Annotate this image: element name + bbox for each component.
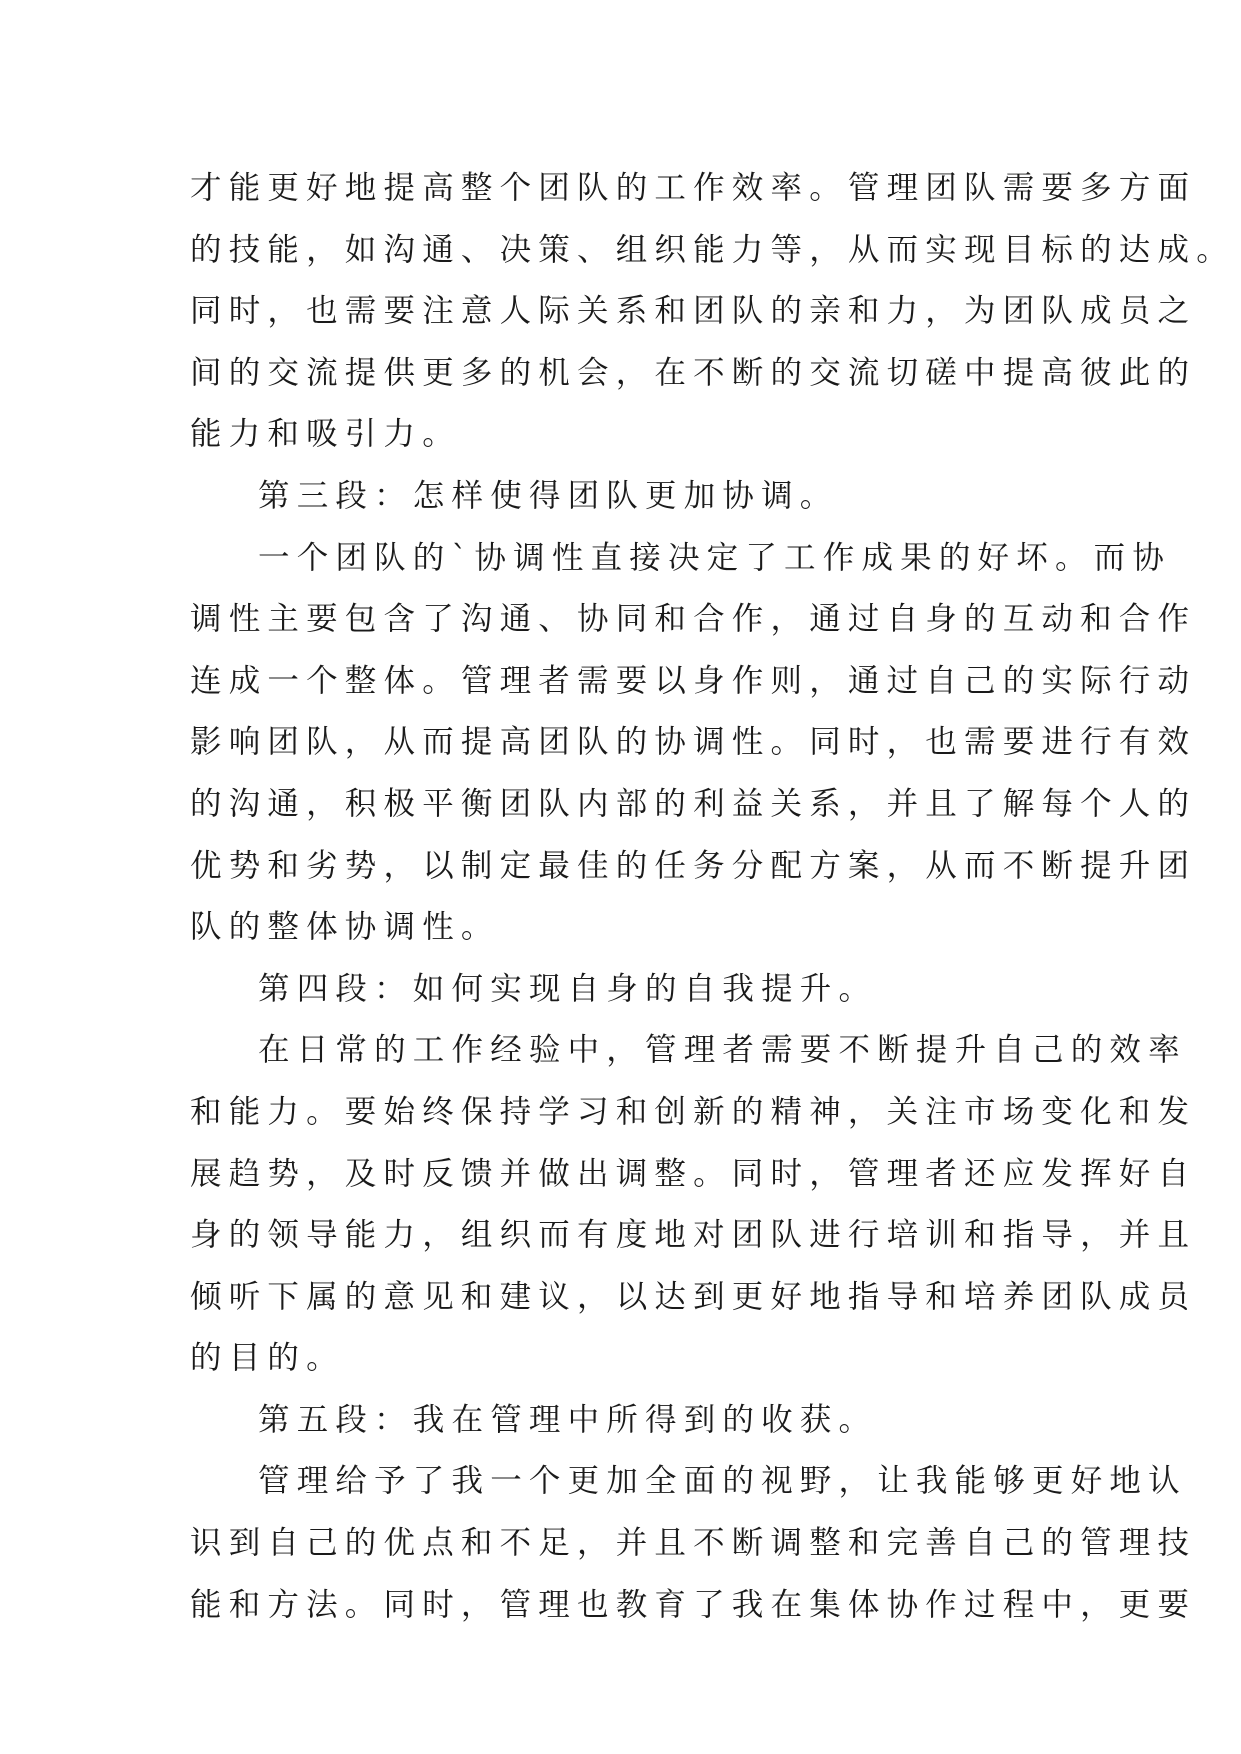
text-line: 的目的。 [190,1340,345,1377]
text-line: 才能更好地提高整个团队的工作效率。管理团队需要多方面 [190,170,1197,206]
text-line: 间的交流提供更多的机会，在不断的交流切磋中提高彼此的 [190,354,1197,391]
text-line: 的技能，如沟通、决策、组织能力等，从而实现目标的达成。 [190,231,1235,268]
section-heading-3: 第三段：怎样使得团队更加协调。 [258,477,839,514]
text-line: 同时，也需要注意人际关系和团队的亲和力，为团队成员之 [190,293,1197,330]
text-line: 管理给予了我一个更加全面的视野，让我能够更好地认 [258,1463,1187,1500]
text-line: 能力和吸引力。 [190,416,461,453]
text-line: 连成一个整体。管理者需要以身作则，通过自己的实际行动 [190,662,1197,699]
section-heading-4: 第四段：如何实现自身的自我提升。 [258,970,878,1007]
text-line: 一个团队的`协调性直接决定了工作成果的好坏。而协 [258,539,1172,576]
text-line: 调性主要包含了沟通、协同和合作，通过自身的互动和合作 [190,601,1197,638]
text-line: 的沟通，积极平衡团队内部的利益关系，并且了解每个人的 [190,785,1197,822]
text-line: 和能力。要始终保持学习和创新的精神，关注市场变化和发 [190,1093,1197,1130]
text-line: 能和方法。同时，管理也教育了我在集体协作过程中，更要 [190,1586,1197,1623]
section-heading-5: 第五段：我在管理中所得到的收获。 [258,1401,878,1438]
text-line: 优势和劣势，以制定最佳的任务分配方案，从而不断提升团 [190,847,1197,884]
text-line: 在日常的工作经验中，管理者需要不断提升自己的效率 [258,1032,1187,1069]
text-line: 展趋势，及时反馈并做出调整。同时，管理者还应发挥好自 [190,1155,1197,1192]
text-line: 识到自己的优点和不足，并且不断调整和完善自己的管理技 [190,1525,1197,1562]
text-line: 倾听下属的意见和建议，以达到更好地指导和培养团队成员 [190,1278,1197,1315]
text-line: 影响团队，从而提高团队的协调性。同时，也需要进行有效 [190,724,1197,761]
document-body [190,158,1235,1636]
text-line: 队的整体协调性。 [190,909,500,946]
text-line: 身的领导能力，组织而有度地对团队进行培训和指导，并且 [190,1217,1197,1254]
